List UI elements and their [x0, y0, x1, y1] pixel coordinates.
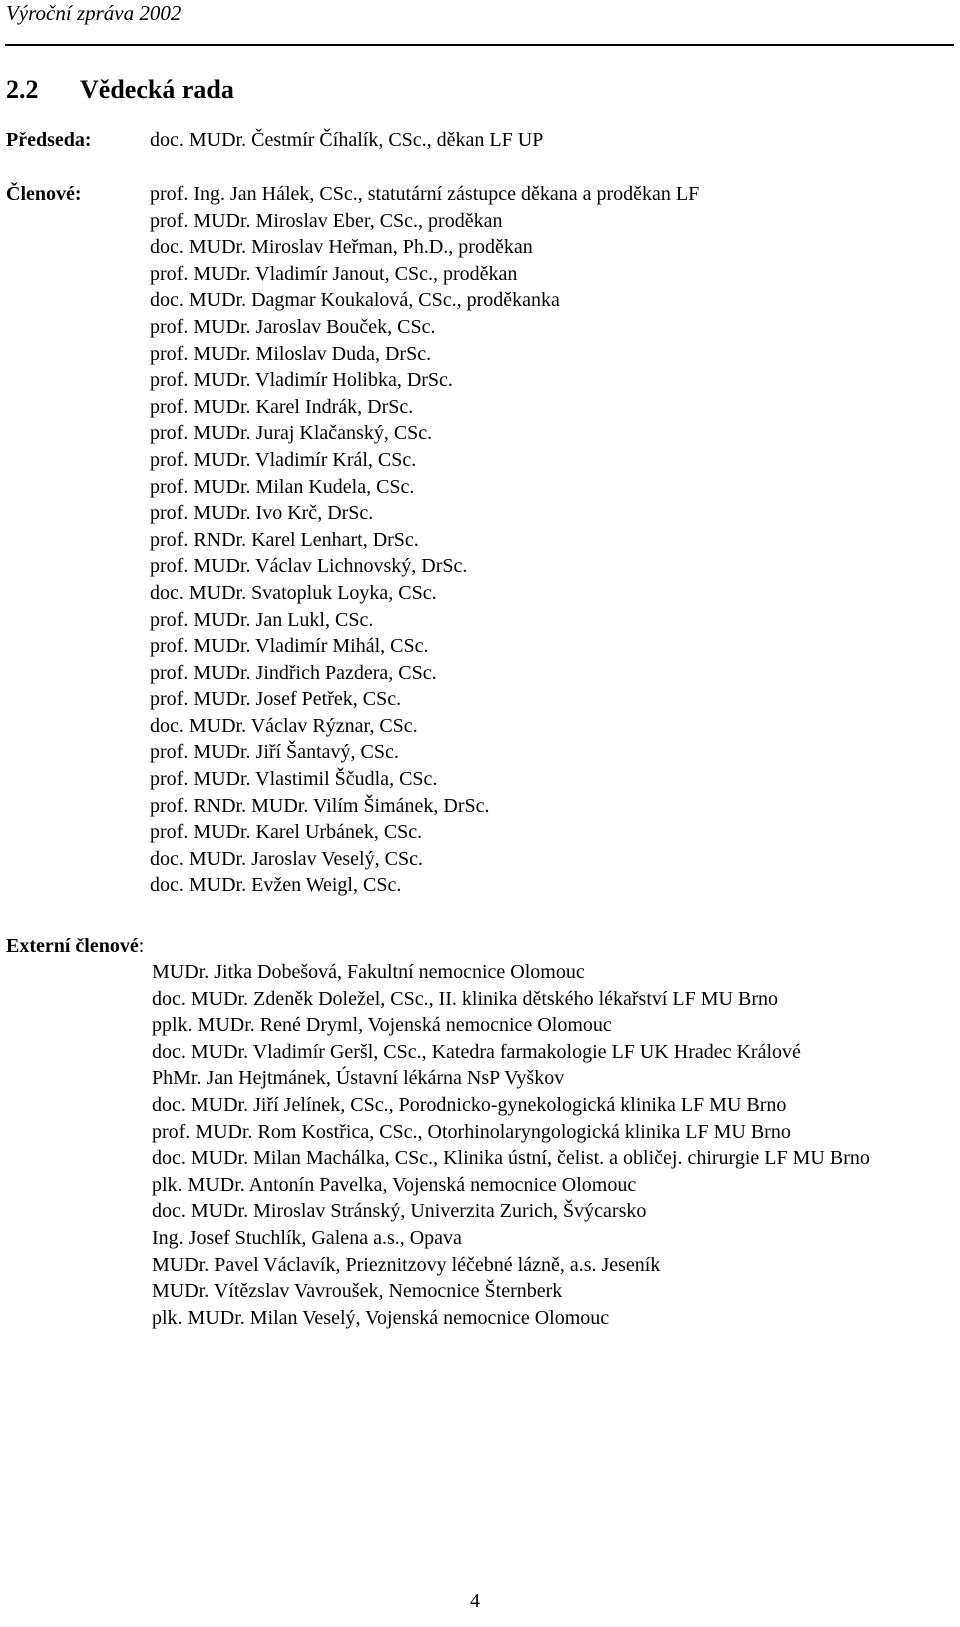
document-header-title: Výroční zpráva 2002: [6, 1, 182, 25]
external-member-item: Ing. Josef Stuchlík, Galena a.s., Opava: [152, 1226, 462, 1249]
chair-list: [150, 127, 543, 154]
member-item: doc. MUDr. Václav Rýznar, CSc.: [150, 714, 418, 737]
member-item: prof. MUDr. Vladimír Král, CSc.: [150, 448, 417, 471]
external-member-item: pplk. MUDr. René Dryml, Vojenská nemocnice Olomouc: [152, 1014, 612, 1037]
section-title: Vědecká rada: [80, 75, 234, 104]
external-member-item: doc. MUDr. Zdeněk Doležel, CSc., II. klinika dětského lékařství LF MU Brno: [152, 987, 778, 1010]
member-item: prof. MUDr. Vladimír Holibka, DrSc.: [150, 369, 453, 392]
member-item: prof. MUDr. Vladimír Mihál, CSc.: [150, 635, 429, 658]
member-item: prof. MUDr. Jaroslav Bouček, CSc.: [150, 315, 436, 338]
member-item: prof. MUDr. Ivo Krč, DrSc.: [150, 502, 374, 525]
member-item: doc. MUDr. Jaroslav Veselý, CSc.: [150, 847, 423, 870]
members-label: Členové:: [6, 183, 82, 205]
page-number: 4: [470, 1590, 480, 1612]
member-item: prof. MUDr. Václav Lichnovský, DrSc.: [150, 555, 468, 578]
chair-value: doc. MUDr. Čestmír Číhalík, CSc., děkan LF UP: [150, 129, 544, 151]
member-item: prof. MUDr. Karel Indrák, DrSc.: [150, 395, 414, 418]
external-members-label: Externí členové: [6, 935, 139, 957]
member-item: prof. RNDr. Karel Lenhart, DrSc.: [150, 528, 419, 551]
member-item: prof. MUDr. Vladimír Janout, CSc., proděkan: [150, 262, 518, 285]
external-member-item: plk. MUDr. Milan Veselý, Vojenská nemocnice Olomouc: [152, 1306, 610, 1329]
external-member-item: plk. MUDr. Antonín Pavelka, Vojenská nemocnice Olomouc: [152, 1173, 637, 1196]
member-item: prof. MUDr. Juraj Klačanský, CSc.: [150, 422, 433, 445]
member-item: prof. MUDr. Jiří Šantavý, CSc.: [150, 741, 399, 764]
external-members-heading: [6, 933, 144, 960]
member-item: doc. MUDr. Dagmar Koukalová, CSc., proděkanka: [150, 289, 560, 312]
member-item: doc. MUDr. Evžen Weigl, CSc.: [150, 874, 402, 897]
member-item: prof. MUDr. Karel Urbánek, CSc.: [150, 821, 423, 844]
member-item: prof. MUDr. Jindřich Pazdera, CSc.: [150, 661, 437, 684]
external-member-item: doc. MUDr. Vladimír Geršl, CSc., Katedra farmakologie LF UK Hradec Králové: [152, 1040, 801, 1063]
member-item: prof. MUDr. Miroslav Eber, CSc., proděkan: [150, 209, 503, 232]
external-member-item: doc. MUDr. Milan Machálka, CSc., Klinika ústní, čelist. a obličej. chirurgie LF MU Brno: [152, 1147, 870, 1170]
member-item: prof. MUDr. Miloslav Duda, DrSc.: [150, 342, 432, 365]
member-item: prof. MUDr. Jan Lukl, CSc.: [150, 608, 374, 631]
external-member-item: MUDr. Vítězslav Vavroušek, Nemocnice Šternberk: [152, 1280, 563, 1303]
external-member-item: doc. MUDr. Jiří Jelínek, CSc., Porodnicko-gynekologická klinika LF MU Brno: [152, 1093, 787, 1116]
member-item: prof. MUDr. Josef Petřek, CSc.: [150, 688, 402, 711]
external-members-colon: :: [138, 935, 145, 957]
member-item: doc. MUDr. Miroslav Heřman, Ph.D., proděkan: [150, 236, 533, 259]
member-item: prof. Ing. Jan Hálek, CSc., statutární zástupce děkana a proděkan LF: [150, 183, 700, 205]
chair-label: Předseda:: [6, 129, 92, 151]
external-member-item: doc. MUDr. Miroslav Stránský, Univerzita Zurich, Švýcarsko: [152, 1200, 647, 1223]
member-item: prof. MUDr. Vlastimil Ščudla, CSc.: [150, 768, 438, 791]
external-member-item: MUDr. Jitka Dobešová, Fakultní nemocnice Olomouc: [152, 961, 585, 983]
member-item: prof. RNDr. MUDr. Vilím Šimánek, DrSc.: [150, 794, 490, 817]
external-member-item: MUDr. Pavel Václavík, Prieznitzovy léčebné lázně, a.s. Jeseník: [152, 1253, 661, 1276]
header-divider: [5, 44, 954, 46]
members-list: [150, 181, 699, 899]
section-number: 2.2: [6, 75, 39, 104]
external-member-item: PhMr. Jan Hejtmánek, Ústavní lékárna NsP Vyškov: [152, 1067, 565, 1090]
member-item: prof. MUDr. Milan Kudela, CSc.: [150, 475, 415, 498]
member-item: doc. MUDr. Svatopluk Loyka, CSc.: [150, 581, 437, 604]
external-member-item: prof. MUDr. Rom Kostřica, CSc., Otorhinolaryngologická klinika LF MU Brno: [152, 1120, 791, 1143]
external-members-list: [152, 959, 942, 1331]
